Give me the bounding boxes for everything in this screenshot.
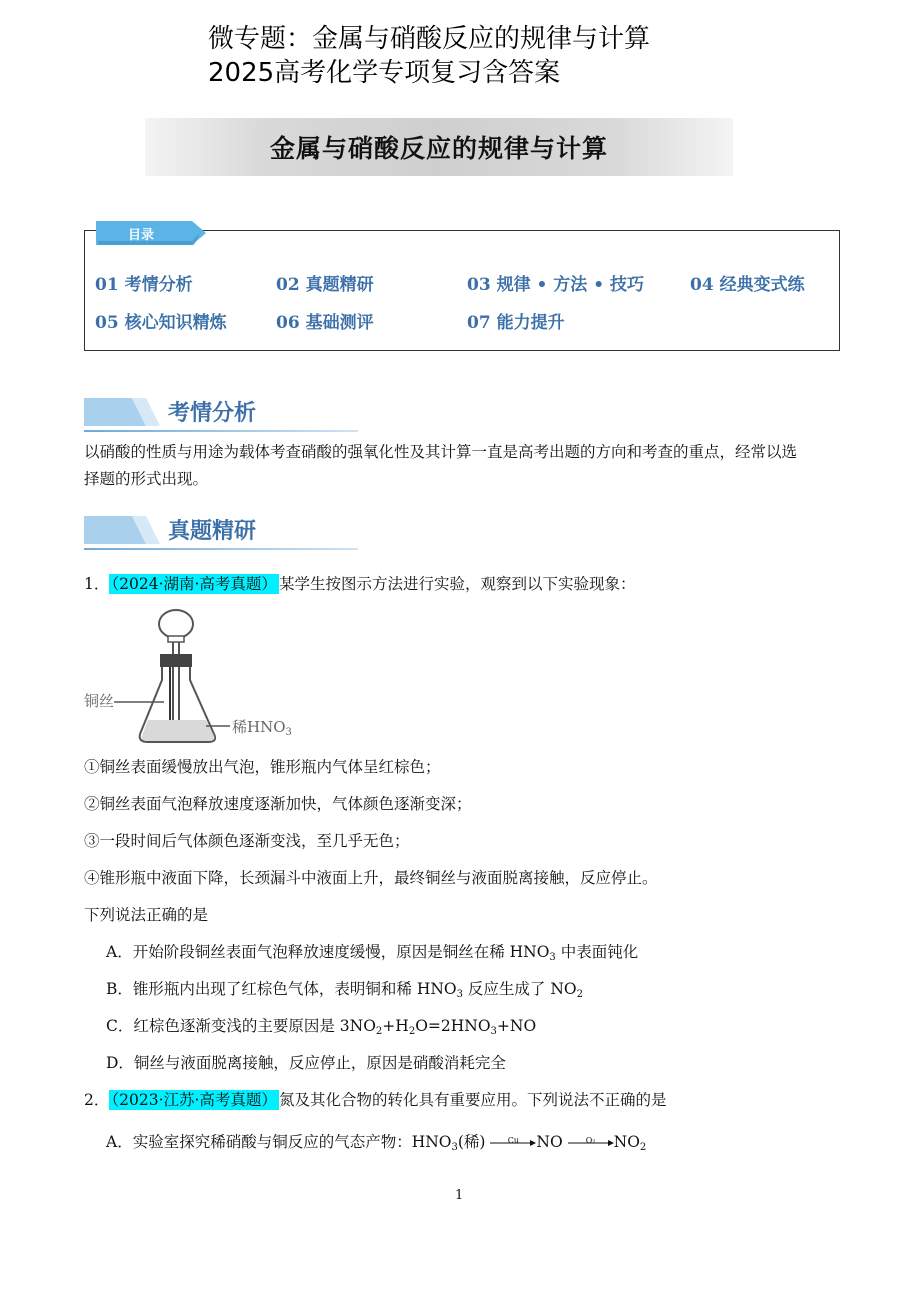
- q1-option-c[interactable]: C．红棕色逐渐变浅的主要原因是 $3NO_2+H_2O=2HNO_3+NO$: [106, 1017, 537, 1037]
- q1-option-a[interactable]: A．开始阶段铜丝表面气泡释放速度缓慢，原因是铜丝在稀 $HNO_3$ 中表面钝化: [106, 943, 639, 963]
- q2-stem: 氮及其化合物的转化具有重要应用。下列说法不正确的是: [278, 1091, 667, 1109]
- q1-stem-line: [84, 570, 635, 598]
- apparatus-figure: [84, 602, 324, 752]
- label-dilute-acid: 稀$HNO_3$: [232, 718, 292, 738]
- section-underline: [84, 430, 358, 432]
- section-title-analysis: 考情分析: [168, 401, 257, 426]
- label-copper-wire: 铜丝: [84, 692, 115, 710]
- q1-observation-1: ①铜丝表面缓慢放出气泡，锥形瓶内气体呈红棕色；: [84, 758, 441, 776]
- q1-prompt: 下列说法正确的是: [84, 906, 209, 924]
- toc-tab-label: 目录: [128, 228, 155, 243]
- q1-observation-3: ③一段时间后气体颜色逐渐变浅，至几乎无色；: [84, 832, 410, 850]
- arrow-icon: [490, 1139, 536, 1147]
- q2-stem-line: [84, 1086, 666, 1114]
- toc-item-5[interactable]: 05 核心知识精炼: [95, 313, 227, 333]
- page-number: 1: [455, 1188, 464, 1203]
- topic-banner: [145, 118, 733, 176]
- q1-option-b[interactable]: B．锥形瓶内出现了红棕色气体，表明铜和稀 $HNO_3$ 反应生成了 $NO_2$: [106, 980, 583, 1000]
- toc-item-3[interactable]: 03 规律 • 方法 • 技巧: [467, 275, 644, 295]
- q1-option-d[interactable]: D．铜丝与液面脱离接触，反应停止，原因是硝酸消耗完全: [106, 1054, 506, 1072]
- section-marker-icon: [84, 516, 164, 546]
- analysis-line2: 择题的形式出现。: [84, 470, 209, 488]
- q1-stem: 某学生按图示方法进行实验，观察到以下实验现象：: [278, 575, 636, 593]
- toc-item-4[interactable]: 04 经典变式练: [690, 275, 805, 295]
- q2-number: 2．: [84, 1091, 110, 1109]
- q2-source-tag: （2023·江苏·高考真题）: [111, 1091, 277, 1109]
- section-header-real: [84, 514, 358, 550]
- toc-item-2[interactable]: 02 真题精研: [276, 275, 374, 295]
- q1-number: 1．: [84, 575, 110, 593]
- analysis-line1: 以硝酸的性质与用途为载体考查硝酸的强氧化性及其计算一直是高考出题的方向和考查的重点，经常以选: [84, 443, 798, 461]
- document-title-line1: 微专题：金属与硝酸反应的规律与计算: [208, 24, 651, 54]
- q1-observation-4: ④锥形瓶中液面下降，长颈漏斗中液面上升，最终铜丝与液面脱离接触，反应停止。: [84, 869, 658, 887]
- banner-title: 金属与硝酸反应的规律与计算: [269, 134, 608, 163]
- document-title-line2: 2025高考化学专项复习含答案: [208, 58, 561, 88]
- q2-option-a[interactable]: A．实验室探究稀硝酸与铜反应的气态产物：$HNO_3$(稀) Cu NO O₂ $NO_2$: [106, 1133, 647, 1153]
- q1-observation-2: ②铜丝表面气泡释放速度逐渐加快，气体颜色逐渐变深；: [84, 795, 472, 813]
- toc-item-1[interactable]: 01 考情分析: [95, 275, 193, 295]
- section-underline: [84, 548, 358, 550]
- toc-item-6[interactable]: 06 基础测评: [276, 313, 374, 333]
- reaction-arrow-2: O₂: [568, 1136, 614, 1150]
- toc-item-7[interactable]: 07 能力提升: [467, 313, 565, 333]
- toc-tab: [96, 221, 206, 245]
- section-marker-icon: [84, 398, 164, 428]
- q1-source-tag: （2024·湖南·高考真题）: [111, 575, 277, 593]
- reaction-arrow-1: Cu: [490, 1136, 536, 1150]
- arrow-icon: [568, 1139, 614, 1147]
- section-title-real: 真题精研: [168, 519, 257, 544]
- section-header-analysis: [84, 396, 358, 432]
